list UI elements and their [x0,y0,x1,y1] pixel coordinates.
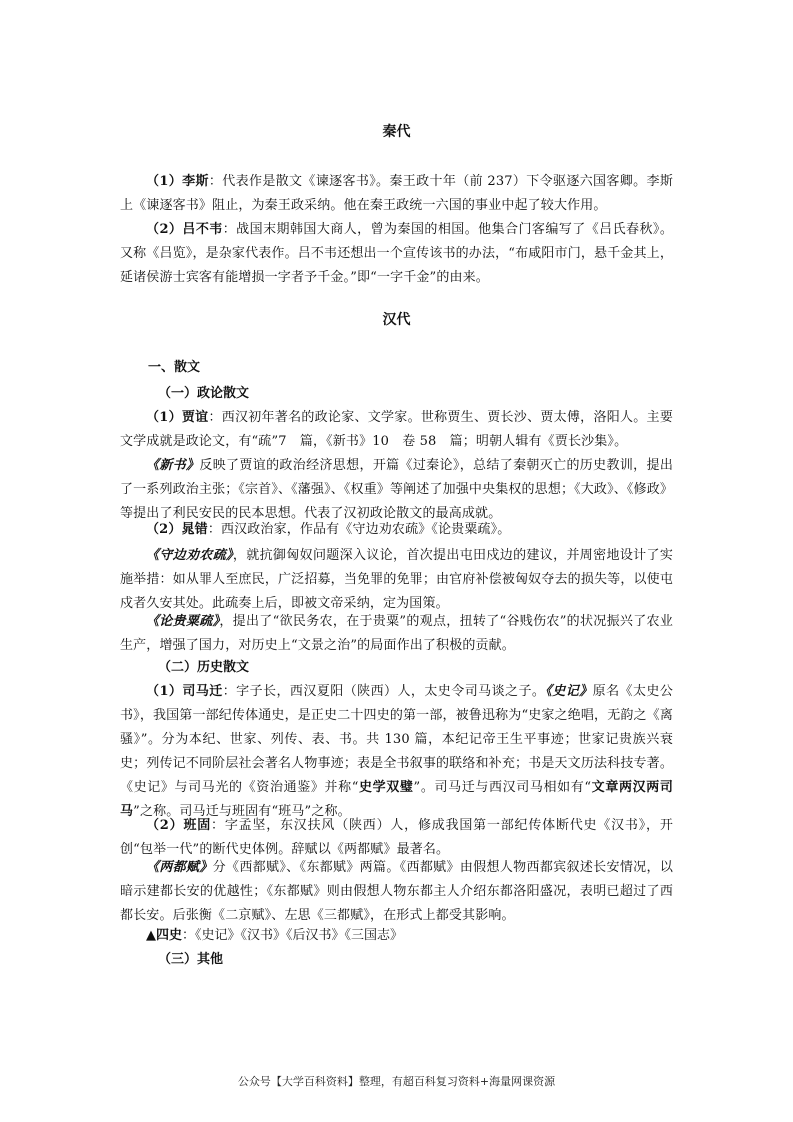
paragraph-guisu [120,610,673,658]
simaqian-text-4: ”之称。司马迁与班固有“班马”之称。 [133,804,351,819]
liangdu-name: 《两都赋》 [146,860,213,875]
bangu-num: （2） [146,818,184,833]
jiayi-name: 贾谊 [181,410,209,425]
paragraph-lvbuwei [120,218,673,290]
heading-prose: 一、散文 [148,360,201,375]
jiayi-text: ：西汉初年著名的政论家、文学家。世称贾生、贾长沙、贾太傅，洛阳人。主要文学成就是政论文，有“疏”7 篇，《新书》10 卷 58 篇；明朝人辑有《贾长沙集》。 [120,410,673,449]
liangdu-text: 分《西都赋》、《东都赋》两篇。《西都赋》由假想人物西都宾叙述长安情况，以暗示建都长安的优越性；《东都赋》则由假想人物东都主人介绍东都洛阳盛况，表明已超过了西都长安。后张衡《二京赋》、左思《三都赋》，在形式上都受其影响。 [120,860,673,923]
heading-political-prose: （一）政论散文 [158,386,250,401]
lisi-num: （1） [146,174,183,189]
xinshu-name: 《新书》 [146,458,200,473]
paragraph-shoubian [120,544,673,616]
four-histories-line [146,926,403,946]
shuangbi-term: 史学双璧 [358,780,414,795]
chaocuo-text: ：西汉政治家，作品有《守边劝农疏》《论贵粟疏》。 [207,522,511,537]
lvbuwei-text: ：战国末期韩国大商人，曾为秦国的相国。他集合门客编写了《吕氏春秋》。又称《吕览》，是杂家代表作。吕不韦还想出一个宣传该书的办法，“布咸阳市门，悬千金其上，延诸侯游士宾客有能增损一字者予千金。”即“一字千金”的由来。 [120,222,674,285]
lisi-text: ：代表作是散文《谏逐客书》。秦王政十年（前 237）下令驱逐六国客卿。李斯上《谏逐客书》阻止，为秦王政采纳。他在秦王政统一六国的事业中起了较大作用。 [120,174,674,213]
heading-other: （三）其他 [158,952,224,967]
shiji-title: 《史记》 [545,684,593,699]
bangu-name: 班固 [183,818,212,833]
paragraph-xinshu [120,454,673,526]
xinshu-text: 反映了贾谊的政治经济思想，开篇《过秦论》，总结了秦朝灭亡的历史教训，提出了一系列政治主张；《宗首》、《藩强》、《权重》等阐述了加强中央集权的思想；《大政》、《修政》等提出了利民安民的民本思想。代表了汉初政论散文的最高成就。 [120,458,673,521]
section-title-han: 汉代 [382,312,411,328]
paragraph-chaocuo [120,518,673,542]
chaocuo-num: （2） [146,522,182,537]
section-title-qin: 秦代 [382,124,411,140]
lvbuwei-num: （2） [146,222,183,237]
shoubian-text: ，就抗御匈奴问题深入议论，首次提出屯田戍边的建议，并周密地设计了实施举措：如从罪人至庶民，广泛招募，当免罪的免罪；由官府补偿被匈奴夺去的损失等，以使屯戍者久安其处。此疏奏上后，即被文帝采纳，定为国策。 [120,548,673,611]
lisi-name: 李斯 [182,174,209,189]
four-histories-text: ：《史记》《汉书》《后汉书》《三国志》 [182,928,404,943]
lvbuwei-name: 吕不韦 [182,222,223,237]
paragraph-liangdu [120,856,673,928]
simaqian-text-3: ”。司马迁与西汉司马相如有“ [413,780,592,795]
heading-historical-prose: （二）历史散文 [158,660,250,675]
paragraph-lisi [120,170,673,218]
shoubian-name: 《守边劝农疏》 [146,548,233,563]
paragraph-simaqian [120,680,673,824]
guisu-name: 《论贵粟疏》 [146,614,220,629]
paragraph-bangu [120,814,673,862]
simaqian-text-2: 原名《太史公书》，我国第一部纪传体通史，是正史二十四史的第一部，被鲁迅称为“史家之绝唱，无韵之《离骚》”。分为本纪、世家、列传、表、书。共 130 篇，本纪记帝王生平事迹；世家记贵族兴衰史；列传记不同阶层社会著名人物事迹；表是全书叙事的联络和补充；书是天文历法科技专著。《史记》与司马光的《资治通鉴》并称“ [120,684,674,795]
page-footer: 公众号【大学百科资料】整理，有超百科复习资料+海量网课资源 [237,1075,556,1088]
bangu-text: ：字孟坚，东汉扶风（陕西）人，修成我国第一部纪传体断代史《汉书》，开创“包举一代”的断代史体例。辞赋以《两都赋》最著名。 [120,818,673,857]
simaqian-num: （1） [146,684,183,699]
guisu-text: ，提出了“欲民务农，在于贵粟”的观点，扭转了“谷贱伤农”的状况振兴了农业生产，增强了国力，对历史上“文景之治”的局面作出了积极的贡献。 [120,614,674,653]
four-histories-label: ▲四史 [146,928,182,943]
paragraph-jiayi [120,406,673,454]
jiayi-num: （1） [146,410,182,425]
simaqian-text-1: ：字子长，西汉夏阳（陕西）人，太史令司马谈之子。 [222,684,546,699]
simaqian-name: 司马迁 [182,684,223,699]
wenzhang-term: 文章两汉两司马 [120,780,673,819]
chaocuo-name: 晁错 [181,522,208,537]
